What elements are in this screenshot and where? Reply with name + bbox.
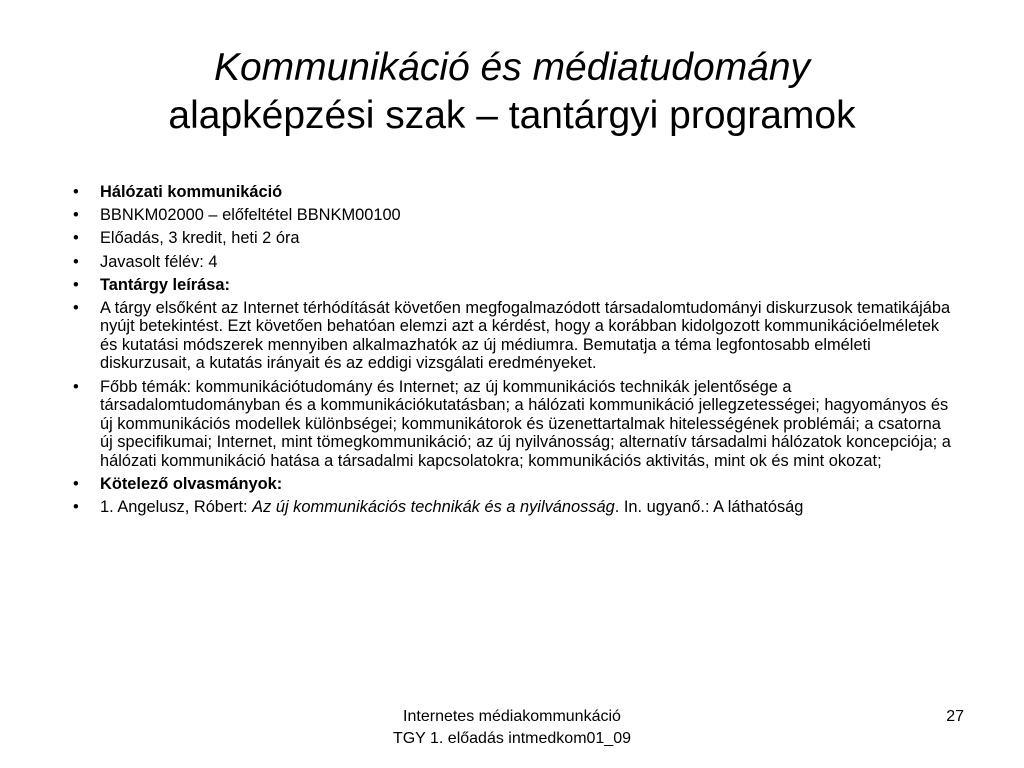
bullet-icon: • (73, 474, 79, 493)
bullet-reading-1 (73, 498, 953, 517)
bullet-icon: • (73, 206, 79, 225)
bullet-description (73, 299, 953, 373)
slide-footer (312, 706, 712, 750)
footer-line-2: TGY 1. előadás intmedkom01_09 (392, 730, 632, 747)
bullet-icon: • (73, 498, 79, 516)
bullet-course-code (73, 206, 953, 225)
bullet-icon: • (73, 377, 79, 396)
slide-title (60, 44, 964, 140)
bullet-icon: • (73, 183, 79, 201)
page-number: 27 (946, 708, 964, 725)
course-name-text: Hálózati kommunikáció (100, 183, 283, 201)
reading-1-title: Az új kommunikációs technikák és a nyilvánosság (252, 498, 615, 516)
title-line-1: Kommunikáció és médiatudomány (213, 46, 811, 89)
bullet-main-topics (73, 378, 953, 471)
reading-1-source: . In. ugyanő.: A láthatóság (614, 498, 804, 516)
reading-1-author: 1. Angelusz, Róbert: (100, 498, 253, 516)
bullet-icon: • (73, 275, 79, 294)
bullet-icon: • (73, 298, 79, 317)
description-heading-text: Tantárgy leírása: (100, 275, 230, 294)
bullet-list-container (73, 183, 953, 521)
readings-heading-text: Kötelező olvasmányok: (100, 474, 283, 493)
bullet-semester (73, 253, 953, 272)
reading-1-text (100, 498, 803, 516)
course-type-text: Előadás, 3 kredit, heti 2 óra (100, 229, 300, 248)
bullet-icon: • (73, 229, 79, 248)
bullet-course-type (73, 229, 953, 248)
bullet-icon: • (73, 252, 79, 271)
semester-text: Javasolt félév: 4 (100, 252, 218, 271)
bullet-description-heading (73, 276, 953, 295)
bullet-list (73, 183, 953, 517)
bullet-course-name (73, 183, 953, 202)
footer-line-1: Internetes médiakommunkáció (403, 708, 621, 725)
description-text: A tárgy elsőként az Internet térhódítását követően megfogalmazódott társadalomtudományi diskurzusok tematikájába nyújt betekintést. Ezt követően behatóan elemzi azt a kérdést, hogy a korábban kidolgozott kommunikációelméletek és kutatási módszerek mennyiben alkalmazhatók az új médiumra. Bemutatja a téma legfontosabb elméleti diskurzusait, a kutatás irányait és az eddigi vizsgálati eredményeket. (100, 298, 951, 373)
title-line-2: alapképzési szak – tantárgyi programok (168, 94, 856, 137)
course-code-text: BBNKM02000 – előfeltétel BBNKM00100 (100, 206, 401, 225)
bullet-readings-heading (73, 475, 953, 494)
main-topics-text: Főbb témák: kommunikációtudomány és Internet; az új kommunikációs technikák jelentősége a társadalomtudományban és a kommunikációkutatásban; a hálózati kommunikáció jellegzetességei; hagyományos és új kommunikációs modellek különbségei; kommunikátorok és üzenettartalmak hitelességének problémái; a csatorna új specifikumai; Internet, mint tömegkommunikáció; az új nyilvánosság; alternatív társadalmi hálózatok koncepciója; a hálózati kommunikáció hatása a társadalmi kapcsolatokra; kommunikációs aktivitás, mint ok és mint okozat; (100, 377, 951, 470)
